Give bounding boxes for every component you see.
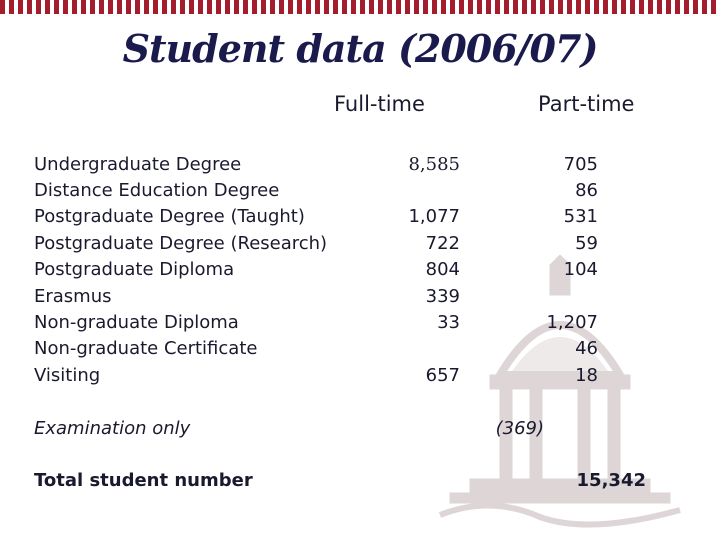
full-time-header: Full-time bbox=[334, 92, 425, 116]
full-time-value: 722 bbox=[425, 233, 460, 254]
row-label: Non-graduate Diploma bbox=[34, 312, 239, 333]
row-label: Undergraduate Degree bbox=[34, 154, 242, 175]
full-time-value: 804 bbox=[425, 259, 460, 280]
decorative-top-bar bbox=[0, 0, 720, 14]
full-time-value: 657 bbox=[425, 365, 460, 386]
part-time-value: 18 bbox=[575, 365, 598, 386]
row-label: Postgraduate Degree (Taught) bbox=[34, 206, 305, 227]
row-label: Postgraduate Diploma bbox=[34, 259, 235, 280]
full-time-value: 339 bbox=[425, 286, 460, 307]
examination-label: Examination only bbox=[34, 418, 191, 439]
examination-value: (369) bbox=[495, 418, 544, 439]
total-label: Total student number bbox=[34, 470, 253, 491]
total-value: 15,342 bbox=[576, 470, 646, 491]
part-time-value: 46 bbox=[575, 338, 598, 359]
row-label: Distance Education Degree bbox=[34, 180, 280, 201]
row-label: Visiting bbox=[34, 365, 101, 386]
building-watermark-icon bbox=[430, 255, 690, 540]
full-time-value: 8,585 bbox=[408, 154, 460, 175]
page-title: Student data (2006/07) bbox=[122, 26, 598, 71]
row-label: Postgraduate Degree (Research) bbox=[34, 233, 328, 254]
row-label: Erasmus bbox=[34, 286, 112, 307]
full-time-value: 33 bbox=[437, 312, 460, 333]
full-time-value: 1,077 bbox=[408, 206, 460, 227]
part-time-value: 705 bbox=[563, 154, 598, 175]
part-time-value: 86 bbox=[575, 180, 598, 201]
part-time-value: 1,207 bbox=[546, 312, 598, 333]
part-time-value: 531 bbox=[563, 206, 598, 227]
row-label: Non-graduate Certificate bbox=[34, 338, 258, 359]
part-time-value: 104 bbox=[563, 259, 598, 280]
part-time-header: Part-time bbox=[538, 92, 635, 116]
part-time-value: 59 bbox=[575, 233, 598, 254]
